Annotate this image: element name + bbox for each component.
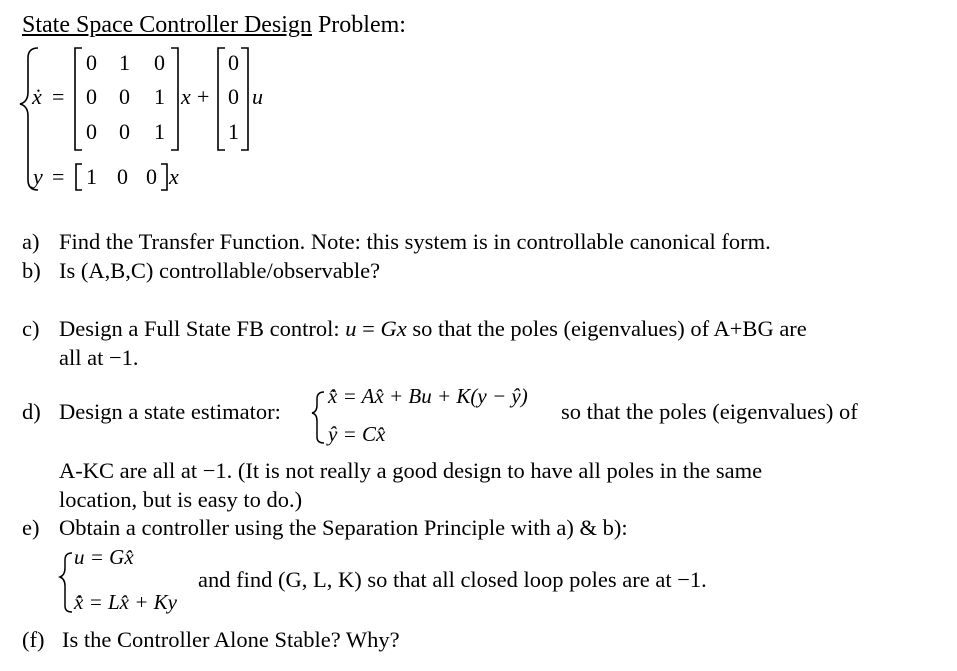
a-23: 1	[154, 84, 165, 109]
matrix-b-left-bracket	[218, 48, 225, 150]
b-1: 0	[228, 50, 239, 75]
matrix-c-left-bracket	[76, 164, 82, 190]
item-c	[22, 315, 807, 343]
estimator-equation-2: ŷ = Cx̂	[328, 422, 386, 446]
item-c-label: c)	[22, 316, 40, 341]
item-c-u: u	[345, 316, 357, 341]
a-12: 1	[119, 50, 130, 75]
item-d-text1: Design a state estimator:	[59, 399, 281, 424]
item-a-label: a)	[22, 229, 40, 254]
item-e-text: Obtain a controller using the Separation Principle with a) & b):	[59, 515, 628, 540]
a-22: 0	[119, 84, 130, 109]
matrix-a-left-bracket	[75, 48, 82, 150]
item-b	[22, 257, 380, 285]
equals-1: =	[52, 84, 65, 109]
item-d-label: d)	[22, 399, 41, 424]
item-d-line3: location, but is easy to do.)	[59, 487, 303, 512]
a-11: 0	[86, 50, 97, 75]
item-c-text1: Design a Full State FB control:	[59, 316, 346, 341]
output-y: y	[33, 164, 43, 189]
controller-equation-2: x̂̇ = Lx̂ + Ky	[74, 590, 177, 614]
controller-equation-1: u = Gx̂	[74, 545, 134, 569]
item-c-line2: all at −1.	[59, 345, 139, 370]
item-d-line2: A-KC are all at −1. (It is not really a good design to have all poles in the same	[59, 458, 763, 483]
matrix-a-right-bracket	[171, 48, 178, 150]
c-1: 1	[86, 164, 97, 189]
a-32: 0	[119, 119, 130, 144]
plus-sign: +	[197, 84, 210, 109]
a-13: 0	[154, 50, 165, 75]
estimator-equation-1: x̂̇ = Ax̂ + Bu + K(y − ŷ)	[328, 384, 528, 408]
c-3: 0	[146, 164, 157, 189]
b-2: 0	[228, 84, 239, 109]
item-f-label: (f)	[22, 627, 45, 652]
item-d-text2: so that the poles (eigenvalues) of	[561, 399, 858, 424]
equals-2: =	[52, 164, 65, 189]
item-b-label: b)	[22, 258, 41, 283]
state-x: x	[181, 84, 191, 109]
input-u: u	[252, 84, 263, 109]
item-e-text2: and find (G, L, K) so that all closed loop poles are at −1.	[198, 567, 707, 592]
estimator-brace	[312, 392, 324, 443]
a-31: 0	[86, 119, 97, 144]
item-e-label: e)	[22, 515, 40, 540]
title-rest: Problem:	[311, 12, 406, 38]
controller-brace	[60, 553, 72, 612]
title-underlined: State Space Controller Design	[22, 12, 312, 38]
item-f-text: Is the Controller Alone Stable? Why?	[62, 627, 400, 652]
item-a	[22, 228, 771, 256]
matrix-c-right-bracket	[161, 164, 167, 190]
item-f	[22, 626, 400, 654]
xdot-symbol: ẋ	[32, 84, 42, 109]
c-2: 0	[117, 164, 128, 189]
item-c-text2: so that the poles (eigenvalues) of A+BG are	[406, 316, 807, 341]
item-a-text: Find the Transfer Function. Note: this system is in controllable canonical form.	[59, 229, 771, 254]
item-e	[22, 514, 628, 542]
matrix-b-right-bracket	[241, 48, 248, 150]
item-d	[22, 398, 281, 426]
output-state-x: x	[169, 164, 179, 189]
item-c-gx: Gx	[380, 316, 407, 341]
a-21: 0	[86, 84, 97, 109]
item-c-eq: =	[356, 316, 381, 341]
a-33: 1	[154, 119, 165, 144]
item-b-text: Is (A,B,C) controllable/observable?	[59, 258, 381, 283]
b-3: 1	[228, 119, 239, 144]
